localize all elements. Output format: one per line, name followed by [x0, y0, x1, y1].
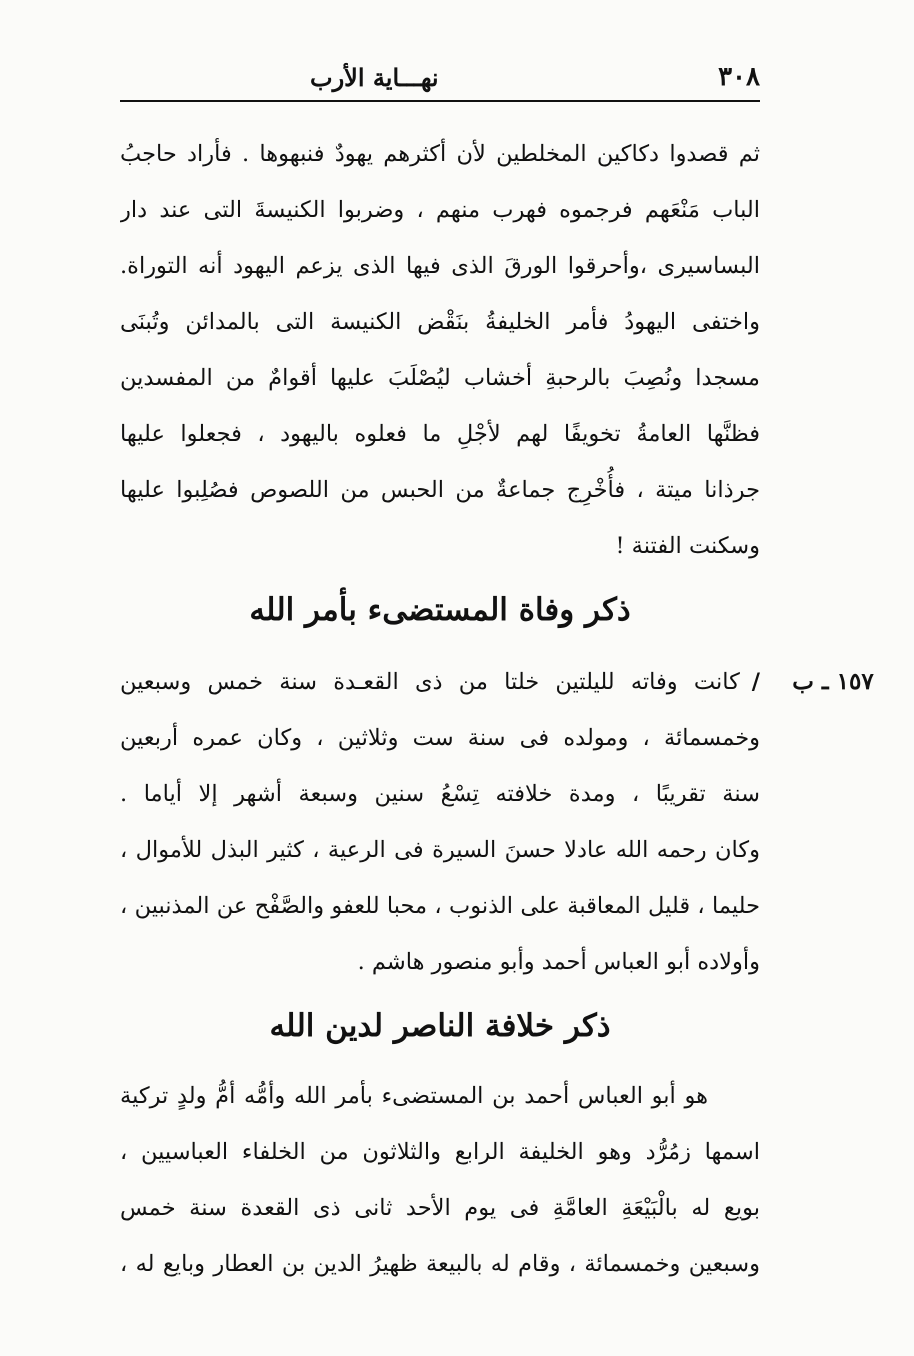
section-heading-caliphate-of-nasir: ذكر خلافة الناصر لدين الله [269, 1008, 611, 1044]
text-line-with-marker [120, 654, 760, 710]
paragraph-3 [120, 1068, 760, 1292]
text-line: بويع له بالْبَيْعَةِ العامَّةِ فى يوم الأحد ثانى ذى القعدة سنة خمس [120, 1195, 760, 1221]
text-line: وخمسمائة ، ومولده فى سنة ست وثلاثين ، وكان عمره أربعين [120, 725, 760, 751]
text-line: الباب مَنْعَهم فرجموه فهرب منهم ، وضربوا الكنيسةَ التى عند دار [120, 197, 760, 223]
text-line: واختفى اليهودُ فأمر الخليفةُ بنَقْض الكنيسة التى بالمدائن وتُبنَى [120, 309, 760, 335]
text-line: وكان رحمه الله عادلا حسنَ السيرة فى الرعية ، كثير البذل للأموال ، [120, 837, 760, 863]
folio-marker: / [751, 669, 760, 695]
running-title: نهـــاية الأرب [310, 62, 439, 92]
text-line: حليما ، قليل المعاقبة على الذنوب ، محبا للعفو والصَّفْح عن المذنبين ، [120, 893, 760, 919]
page-header [120, 58, 760, 96]
text-line: البساسيرى ،وأحرقوا الورقَ الذى فيها الذى يزعم اليهود أنه التوراة. [120, 253, 760, 279]
text-line: جرذانا ميتة ، فأُخْرِج جماعةٌ من الحبس من اللصوص فصُلِبوا عليها [120, 477, 760, 503]
text-line: وسكنت الفتنة ! [615, 533, 760, 559]
page-number: ٣٠٨ [718, 62, 760, 92]
paragraph-1 [120, 126, 760, 574]
section-heading-death-of-mustadi: ذكر وفاة المستضىء بأمر الله [249, 592, 631, 628]
text-line: فظنَّها العامةُ تخويفًا لهم لأجْلِ ما فعلوه باليهود ، فجعلوا عليها [120, 421, 760, 447]
text-line-content: كانت وفاته لليلتين خلتا من ذى القعـدة سنة خمس وسبعين [120, 669, 740, 695]
text-line: وسبعين وخمسمائة ، وقام له بالبيعة ظهيرُ الدين بن العطار وبايع له ، [120, 1251, 760, 1277]
text-line: اسمها زمُرُّد وهو الخليفة الرابع والثلاثون من الخلفاء العباسيين ، [120, 1139, 760, 1165]
text-line: وأولاده أبو العباس أحمد وأبو منصور هاشم . [357, 949, 760, 975]
text-line: هو أبو العباس أحمد بن المستضىء بأمر الله وأمُّه أمُّ ولدٍ تركية [120, 1083, 708, 1109]
text-line: ثم قصدوا دكاكين المخلطين لأن أكثرهم يهودٌ فنبهوها . فأراد حاجبُ [120, 141, 760, 167]
margin-folio-note: ١٥٧ ـ ب [792, 668, 874, 695]
text-line: سنة تقريبًا ، ومدة خلافته تِسْعُ سنين وسبعة أشهر إلا أياما . [120, 781, 760, 807]
text-line: مسجدا ونُصِبَ بالرحبةِ أخشاب ليُصْلَبَ عليها أقوامٌ من المفسدين [120, 365, 760, 391]
header-rule [120, 100, 760, 102]
paragraph-2 [120, 654, 760, 990]
